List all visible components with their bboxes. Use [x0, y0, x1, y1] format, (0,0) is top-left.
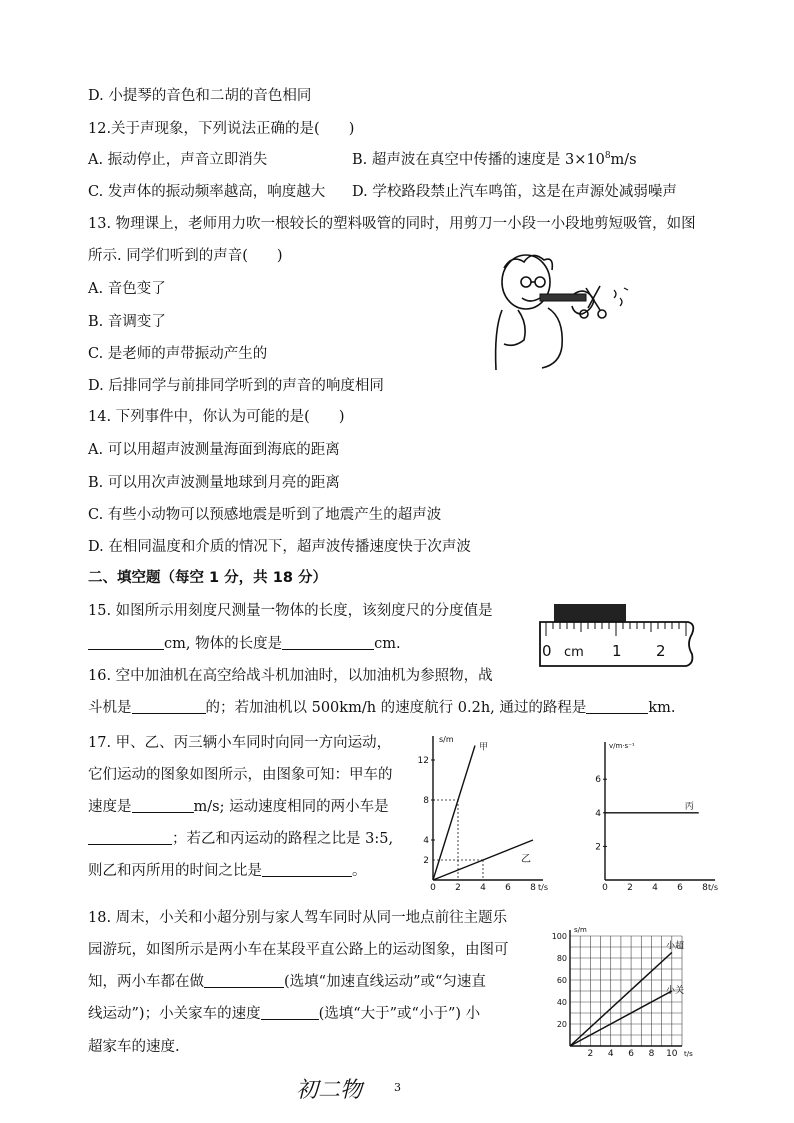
q13-stem-line1: 13. 物理课上，老师用力吹一根较长的塑料吸管的同时，用剪刀一小段一小段地剪短吸管，如图 — [88, 216, 696, 232]
y-axis-label: s/m — [574, 926, 587, 934]
ruler-figure — [538, 602, 698, 668]
q13-option-a: A. 音色变了 — [88, 281, 166, 297]
q14-option-a: A. 可以用超声波测量海面到海底的距离 — [88, 442, 340, 458]
page-number: 3 — [394, 1081, 401, 1094]
q16-blank-2[interactable] — [586, 699, 648, 714]
x-tick-label-0: 0 — [430, 883, 436, 893]
y-axis-label: s/m — [439, 735, 454, 744]
q17-line1: 17. 甲、乙、丙三辆小车同时向同一方向运动， — [88, 735, 392, 751]
q15-line1: 15. 如图所示用刻度尺测量一物体的长度，该刻度尺的分度值是 — [88, 603, 493, 619]
x-tick-label-0: 0 — [602, 883, 608, 893]
q13-option-d: D. 后排同学与前排同学听到的声音的响度相同 — [88, 378, 384, 394]
q17-line5: 则乙和丙所用的时间之比是 。 — [88, 863, 367, 879]
q12-stem: 12.关于声现象，下列说法正确的是( ) — [88, 121, 355, 137]
q14-option-d: D. 在相同温度和介质的情况下，超声波传播速度快于次声波 — [88, 539, 471, 555]
y-tick-label-100: 100 — [551, 932, 567, 941]
series-label-1: 小关 — [666, 986, 685, 996]
series-label-bing: 丙 — [684, 801, 694, 812]
y-tick-label-40: 40 — [556, 998, 567, 1007]
ruler-label-0: 0 — [542, 642, 552, 660]
q18-st-chart — [548, 922, 696, 1062]
y-tick-label-80: 80 — [556, 954, 567, 963]
q17-line3: 速度是 m/s; 运动速度相同的两小车是 — [88, 799, 389, 815]
y-tick-label-4: 4 — [423, 836, 429, 846]
series-label-jia: 甲 — [479, 742, 489, 753]
q14-option-c: C. 有些小动物可以预感地震是听到了地震产生的超声波 — [88, 507, 442, 523]
y-axis-label: v/m·s⁻¹ — [609, 742, 635, 750]
x-axis-label: t/s — [538, 883, 548, 892]
ruler-label-cm: cm — [564, 645, 584, 660]
ruler-label-1: 1 — [612, 642, 622, 660]
y-tick-label-4: 4 — [595, 808, 601, 819]
q18-blank-2[interactable] — [261, 1005, 319, 1020]
x-tick-label-6: 6 — [628, 1049, 634, 1059]
q13-option-c: C. 是老师的声带振动产生的 — [88, 346, 268, 362]
ruler-label-2: 2 — [656, 642, 666, 660]
x-tick-label-4: 4 — [652, 883, 658, 893]
y-tick-label-20: 20 — [556, 1020, 567, 1029]
q18-line1: 18. 周末，小关和小超分别与家人驾车同时从同一地点前往主题乐 — [88, 910, 508, 926]
q17-blank-2[interactable] — [88, 830, 172, 845]
x-tick-label-4: 4 — [607, 1049, 614, 1059]
q15-blank-2[interactable] — [282, 635, 374, 650]
y-tick-label-60: 60 — [556, 976, 567, 985]
annotation-2: 2 — [423, 856, 429, 866]
x-tick-label-6: 6 — [505, 883, 511, 893]
q14-option-b: B. 可以用次声波测量地球到月亮的距离 — [88, 475, 340, 491]
series-label-0: 小超 — [666, 941, 685, 952]
q12-option-c: C. 发声体的振动频率越高，响度越大 — [88, 184, 326, 200]
q17-vt-chart — [590, 736, 720, 893]
q12-option-d: D. 学校路段禁止汽车鸣笛，这是在声源处减弱噪声 — [352, 184, 677, 200]
handwritten-signature: 初二物 — [296, 1078, 363, 1103]
x-tick-label-2: 2 — [627, 883, 633, 893]
q12-option-b: B. 超声波在真空中传播的速度是 $3\times 10^8m/s$ — [352, 151, 637, 168]
q13-stem-line2: 所示. 同学们听到的声音( ) — [88, 248, 283, 264]
q13-option-b: B. 音调变了 — [88, 314, 166, 330]
x-axis-label: t/s — [708, 883, 718, 892]
x-tick-label-4: 4 — [480, 883, 486, 893]
x-tick-label-2: 2 — [587, 1049, 594, 1059]
y-tick-label-2: 2 — [595, 842, 601, 853]
q11-option-d: D. 小提琴的音色和二胡的音色相同 — [88, 88, 312, 104]
x-tick-label-2: 2 — [455, 883, 461, 893]
q18-blank-1[interactable] — [204, 973, 284, 988]
teacher-straw-illustration — [488, 250, 638, 375]
y-tick-label-12: 12 — [417, 756, 429, 766]
q14-stem: 14. 下列事件中，你认为可能的是( ) — [88, 409, 345, 425]
q17-st-chart — [417, 730, 548, 893]
q17-line2: 它们运动的图象如图所示，由图象可知：甲车的 — [88, 767, 393, 783]
q17-blank-1[interactable] — [132, 798, 194, 813]
x-tick-label-6: 6 — [677, 883, 683, 893]
q16-blank-1[interactable] — [132, 699, 206, 714]
x-tick-label-8: 8 — [530, 883, 536, 893]
section2-title: 二、填空题（每空 1 分，共 18 分） — [88, 570, 327, 586]
q12-option-a: A. 振动停止，声音立即消失 — [88, 152, 268, 168]
x-tick-label-8: 8 — [702, 883, 708, 893]
x-tick-label-8: 8 — [648, 1049, 655, 1059]
x-tick-label-10: 10 — [666, 1049, 678, 1059]
q17-line4: ；若乙和丙运动的路程之比是 3:5, — [88, 827, 393, 848]
q18-line2: 园游玩，如图所示是两小车在某段平直公路上的运动图象，由图可 — [88, 942, 509, 958]
y-tick-label-8: 8 — [423, 796, 429, 806]
q16-line1: 16. 空中加油机在高空给战斗机加油时，以加油机为参照物，战 — [88, 668, 493, 684]
q17-blank-3[interactable] — [262, 862, 352, 877]
x-axis-label: t/s — [684, 1050, 693, 1058]
q15-line2: cm, 物体的长度是 cm. — [88, 632, 401, 653]
q18-line5: 超家车的速度. — [88, 1039, 180, 1055]
q16-line2: 斗机是 的；若加油机以 500km/h 的速度航行 0.2h, 通过的路程是 km. — [88, 700, 676, 716]
q18-line3: 知，两小车都在做 (选填“加速直线运动”或“匀速直 — [88, 974, 486, 990]
y-tick-label-6: 6 — [595, 775, 601, 786]
q15-blank-1[interactable] — [88, 635, 164, 650]
series-label-yi: 乙 — [521, 854, 531, 865]
q18-line4: 线运动”)；小关家车的速度 (选填“大于”或“小于”) 小 — [88, 1006, 481, 1022]
